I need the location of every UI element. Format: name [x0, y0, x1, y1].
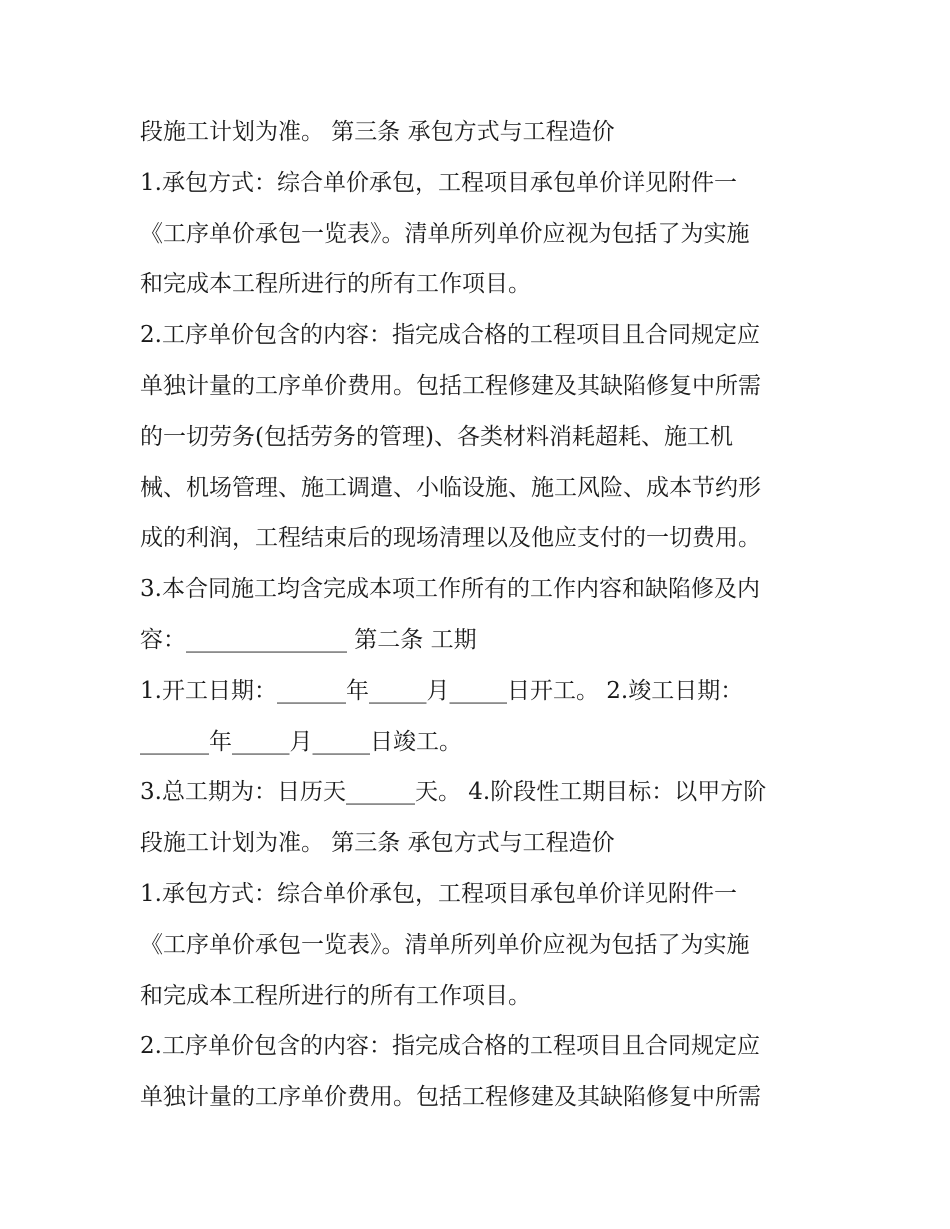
text-line: 单独计量的工序单价费用。包括工程修建及其缺陷修复中所需: [140, 372, 761, 399]
document-body: [140, 107, 830, 1123]
text-line: 的一切劳务(包括劳务的管理)、各类材料消耗超耗、施工机: [140, 423, 733, 450]
text-line: 单独计量的工序单价费用。包括工程修建及其缺陷修复中所需: [140, 1084, 761, 1111]
text-line: 1.承包方式：综合单价承包，工程项目承包单价详见附件一: [140, 880, 737, 907]
text-line: ______年_____月_____日竣工。: [140, 728, 462, 755]
text-line: 和完成本工程所进行的所有工作项目。: [140, 271, 531, 298]
text-line: 2.工序单价包含的内容：指完成合格的工程项目且合同规定应: [140, 322, 760, 349]
text-line: 容：______________ 第二条 工期: [140, 626, 477, 653]
text-line: 1.承包方式：综合单价承包，工程项目承包单价详见附件一: [140, 169, 737, 196]
text-line: 《工序单价承包一览表》。清单所列单价应视为包括了为实施: [140, 931, 750, 958]
text-line: 成的利润，工程结束后的现场清理以及他应支付的一切费用。: [140, 525, 761, 552]
text-line: 和完成本工程所进行的所有工作项目。: [140, 982, 531, 1009]
text-line: 械、机场管理、施工调遣、小临设施、施工风险、成本节约形: [140, 474, 761, 501]
text-line: 《工序单价承包一览表》。清单所列单价应视为包括了为实施: [140, 220, 750, 247]
text-line: 2.工序单价包含的内容：指完成合格的工程项目且合同规定应: [140, 1033, 760, 1060]
text-line: 3.总工期为：日历天______天。 4.阶段性工期目标：以甲方阶: [140, 779, 767, 806]
text-line: 1.开工日期：______年_____月_____日开工。 2.竣工日期：: [140, 677, 744, 704]
text-line: 3.本合同施工均含完成本项工作所有的工作内容和缺陷修及内: [140, 576, 760, 603]
text-line: 段施工计划为准。 第三条 承包方式与工程造价: [140, 119, 615, 145]
text-line: 段施工计划为准。 第三条 承包方式与工程造价: [140, 830, 615, 857]
